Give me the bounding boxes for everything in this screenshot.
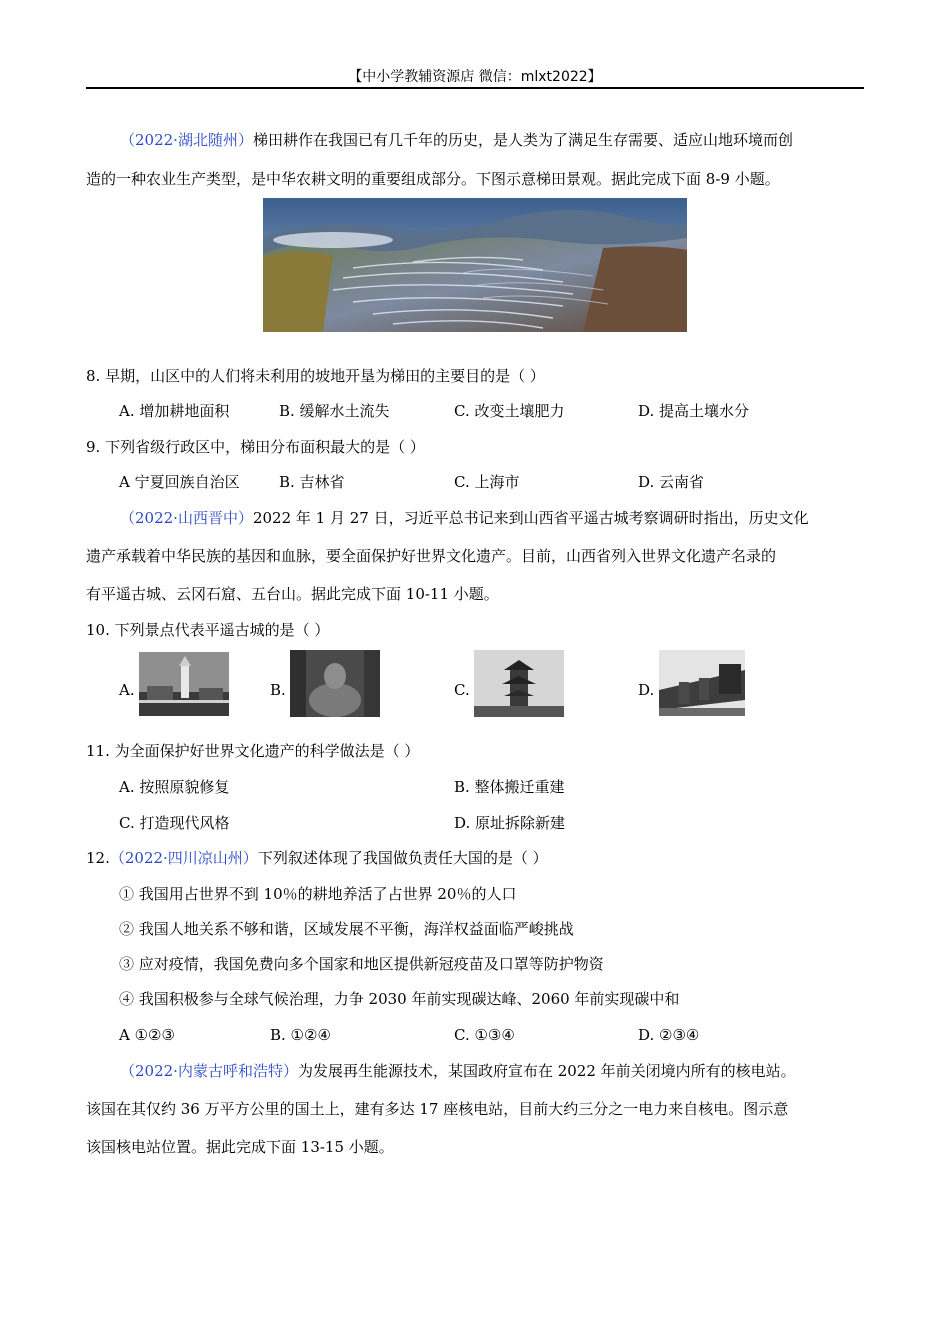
passage-3-line-1: （2022·内蒙古呼和浩特）为发展再生能源技术，某国政府宣布在 2022 年前关闭境内所有的核电站。 xyxy=(120,1062,796,1080)
q11-option-d: D. 原址拆除新建 xyxy=(454,814,566,832)
q12-option-c: C. ①③④ xyxy=(454,1026,515,1044)
q10-label-c: C. xyxy=(454,681,470,699)
q12-option-a: A ①②③ xyxy=(119,1026,175,1044)
q12-statement-1: ① 我国用占世界不到 10％的耕地养活了占世界 20％的人口 xyxy=(119,885,517,903)
source-tag: （2022·内蒙古呼和浩特） xyxy=(120,1062,298,1080)
q8-option-a: A. 增加耕地面积 xyxy=(119,402,230,420)
header-rule xyxy=(86,87,864,89)
buddha-photo xyxy=(290,650,380,717)
q9-option-c: C. 上海市 xyxy=(454,473,520,491)
q12-statement-3: ③ 应对疫情，我国免费向多个国家和地区提供新冠疫苗及口罩等防护物资 xyxy=(119,955,604,973)
source-tag: （2022·山西晋中） xyxy=(120,509,253,527)
question-12-stem: 12.（2022·四川凉山州）下列叙述体现了我国做负责任大国的是（ ） xyxy=(86,849,548,867)
q9-option-a: A 宁夏回族自治区 xyxy=(119,473,240,491)
passage-1-line-1: （2022·湖北随州）梯田耕作在我国已有几千年的历史，是人类为了满足生存需要、适应山地环境而创 xyxy=(120,131,793,149)
question-9-stem: 9. 下列省级行政区中，梯田分布面积最大的是（ ） xyxy=(86,438,425,456)
q8-option-b: B. 缓解水土流失 xyxy=(279,402,390,420)
q9-option-d: D. 云南省 xyxy=(638,473,705,491)
page-header: 【中小学教辅资源店 微信：mlxt2022】 xyxy=(348,69,602,85)
source-tag: （2022·四川凉山州） xyxy=(109,849,258,867)
source-tag: （2022·湖北随州） xyxy=(120,131,253,149)
q11-option-b: B. 整体搬迁重建 xyxy=(454,778,565,796)
question-8-stem: 8. 早期，山区中的人们将未利用的坡地开垦为梯田的主要目的是（ ） xyxy=(86,367,545,385)
q9-option-b: B. 吉林省 xyxy=(279,473,345,491)
passage-2-line-2: 遗产承载着中华民族的基因和血脉，要全面保护好世界文化遗产。目前，山西省列入世界文化遗产名录的 xyxy=(86,547,777,565)
q10-label-b: B. xyxy=(270,681,286,699)
q8-option-d: D. 提高土壤水分 xyxy=(638,402,750,420)
tower-photo xyxy=(474,650,564,717)
question-11-stem: 11. 为全面保护好世界文化遗产的科学做法是（ ） xyxy=(86,742,420,760)
q10-label-a: A. xyxy=(119,681,135,699)
pagoda-photo xyxy=(139,652,229,716)
q12-option-d: D. ②③④ xyxy=(638,1026,700,1044)
passage-2-line-1: （2022·山西晋中）2022 年 1 月 27 日，习近平总书记来到山西省平遥古城考察调研时指出，历史文化 xyxy=(120,509,809,527)
q12-statement-2: ② 我国人地关系不够和谐，区域发展不平衡，海洋权益面临严峻挑战 xyxy=(119,920,574,938)
passage-2-line-3: 有平遥古城、云冈石窟、五台山。据此完成下面 10-11 小题。 xyxy=(86,585,499,603)
q12-option-b: B. ①②④ xyxy=(270,1026,331,1044)
passage-3-line-3: 该国核电站位置。据此完成下面 13-15 小题。 xyxy=(86,1138,394,1156)
question-10-stem: 10. 下列景点代表平遥古城的是（ ） xyxy=(86,621,330,639)
q8-option-c: C. 改变土壤肥力 xyxy=(454,402,565,420)
q11-option-a: A. 按照原貌修复 xyxy=(119,778,230,796)
passage-1-line-2: 造的一种农业生产类型，是中华农耕文明的重要组成部分。下图示意梯田景观。据此完成下面 8-9 小题。 xyxy=(86,170,780,188)
q12-statement-4: ④ 我国积极参与全球气候治理，力争 2030 年前实现碳达峰、2060 年前实现碳中和 xyxy=(119,990,680,1008)
passage-3-line-2: 该国在其仅约 36 万平方公里的国土上，建有多达 17 座核电站，目前大约三分之一电力来自核电。图示意 xyxy=(86,1100,789,1118)
q11-option-c: C. 打造现代风格 xyxy=(119,814,230,832)
terrace-photo xyxy=(263,198,687,332)
city-wall-photo xyxy=(659,650,745,716)
q10-label-d: D. xyxy=(638,681,655,699)
